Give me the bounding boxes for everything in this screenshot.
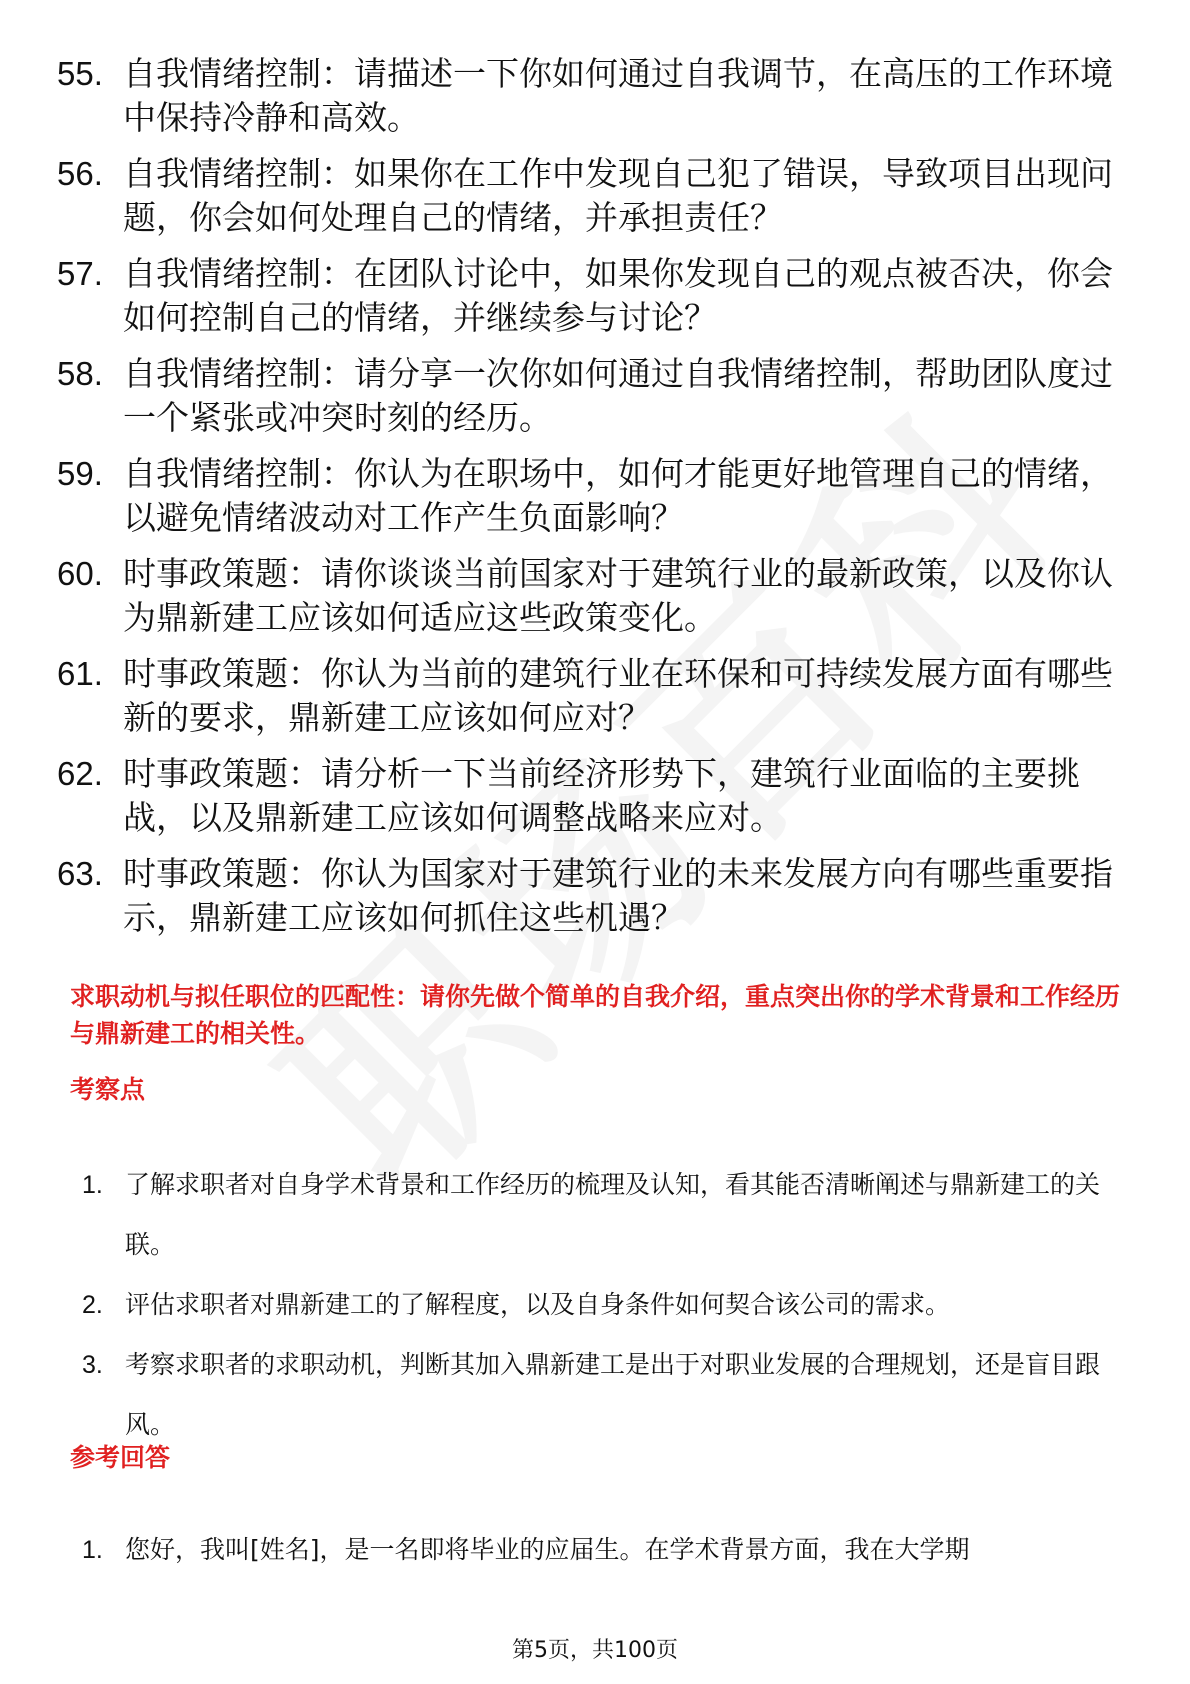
reference-answer-text: 您好，我叫[姓名]，是一名即将毕业的应届生。在学术背景方面，我在大学期 bbox=[125, 1535, 970, 1564]
question-item bbox=[57, 652, 1137, 740]
question-item bbox=[57, 852, 1137, 940]
exam-point-item bbox=[82, 1335, 1122, 1455]
exam-point-text: 考察求职者的求职动机，判断其加入鼎新建工是出于对职业发展的合理规划，还是盲目跟风。 bbox=[125, 1350, 1101, 1439]
question-text: 自我情绪控制：如果你在工作中发现自己犯了错误，导致项目出现问题，你会如何处理自己的情绪，并承担责任？ bbox=[123, 154, 1113, 237]
question-list bbox=[57, 52, 1137, 952]
question-number: 58. bbox=[57, 355, 103, 392]
question-number: 59. bbox=[57, 455, 103, 492]
question-text: 自我情绪控制：在团队讨论中，如果你发现自己的观点被否决，你会如何控制自己的情绪，并继续参与讨论？ bbox=[123, 254, 1113, 337]
page-footer: 第5页，共100页 bbox=[512, 1638, 678, 1663]
question-text: 时事政策题：你认为当前的建筑行业在环保和可持续发展方面有哪些新的要求，鼎新建工应该如何应对？ bbox=[123, 654, 1113, 737]
exam-point-text: 了解求职者对自身学术背景和工作经历的梳理及认知，看其能否清晰阐述与鼎新建工的关联。 bbox=[125, 1170, 1101, 1259]
question-number: 55. bbox=[57, 55, 103, 92]
question-number: 63. bbox=[57, 855, 103, 892]
question-item bbox=[57, 252, 1137, 340]
question-item bbox=[57, 752, 1137, 840]
question-item bbox=[57, 52, 1137, 140]
question-item bbox=[57, 152, 1137, 240]
question-text: 自我情绪控制：请描述一下你如何通过自我调节，在高压的工作环境中保持冷静和高效。 bbox=[123, 54, 1113, 137]
question-number: 57. bbox=[57, 255, 103, 292]
exam-points-list bbox=[82, 1155, 1122, 1455]
question-item bbox=[57, 452, 1137, 540]
exam-point-text: 评估求职者对鼎新建工的了解程度，以及自身条件如何契合该公司的需求。 bbox=[125, 1290, 951, 1319]
reference-answer-title: 参考回答 bbox=[70, 1443, 171, 1472]
question-text: 自我情绪控制：你认为在职场中，如何才能更好地管理自己的情绪，以避免情绪波动对工作产生负面影响？ bbox=[123, 454, 1113, 537]
question-number: 62. bbox=[57, 755, 103, 792]
question-number: 56. bbox=[57, 155, 103, 192]
question-text: 时事政策题：你认为国家对于建筑行业的未来发展方向有哪些重要指示，鼎新建工应该如何抓住这些机遇？ bbox=[123, 854, 1113, 937]
exam-point-item bbox=[82, 1275, 1122, 1335]
question-item bbox=[57, 352, 1137, 440]
question-text: 时事政策题：请分析一下当前经济形势下，建筑行业面临的主要挑战，以及鼎新建工应该如何调整战略来应对。 bbox=[123, 754, 1080, 837]
exam-point-number: 1. bbox=[82, 1171, 103, 1199]
reference-answer-item bbox=[82, 1520, 1122, 1580]
exam-point-number: 2. bbox=[82, 1291, 103, 1319]
question-number: 61. bbox=[57, 655, 103, 692]
question-text: 自我情绪控制：请分享一次你如何通过自我情绪控制，帮助团队度过一个紧张或冲突时刻的经历。 bbox=[123, 354, 1113, 437]
exam-point-item bbox=[82, 1155, 1122, 1275]
reference-answer-list bbox=[82, 1520, 1122, 1580]
question-text: 时事政策题：请你谈谈当前国家对于建筑行业的最新政策，以及你认为鼎新建工应该如何适应这些政策变化。 bbox=[123, 554, 1113, 637]
highlight-question: 求职动机与拟任职位的匹配性：请你先做个简单的自我介绍，重点突出你的学术背景和工作经历与鼎新建工的相关性。 bbox=[70, 982, 1121, 1048]
exam-points-title: 考察点 bbox=[70, 1075, 146, 1104]
exam-point-number: 3. bbox=[82, 1351, 103, 1379]
question-item bbox=[57, 552, 1137, 640]
question-number: 60. bbox=[57, 555, 103, 592]
reference-answer-number: 1. bbox=[82, 1536, 103, 1564]
